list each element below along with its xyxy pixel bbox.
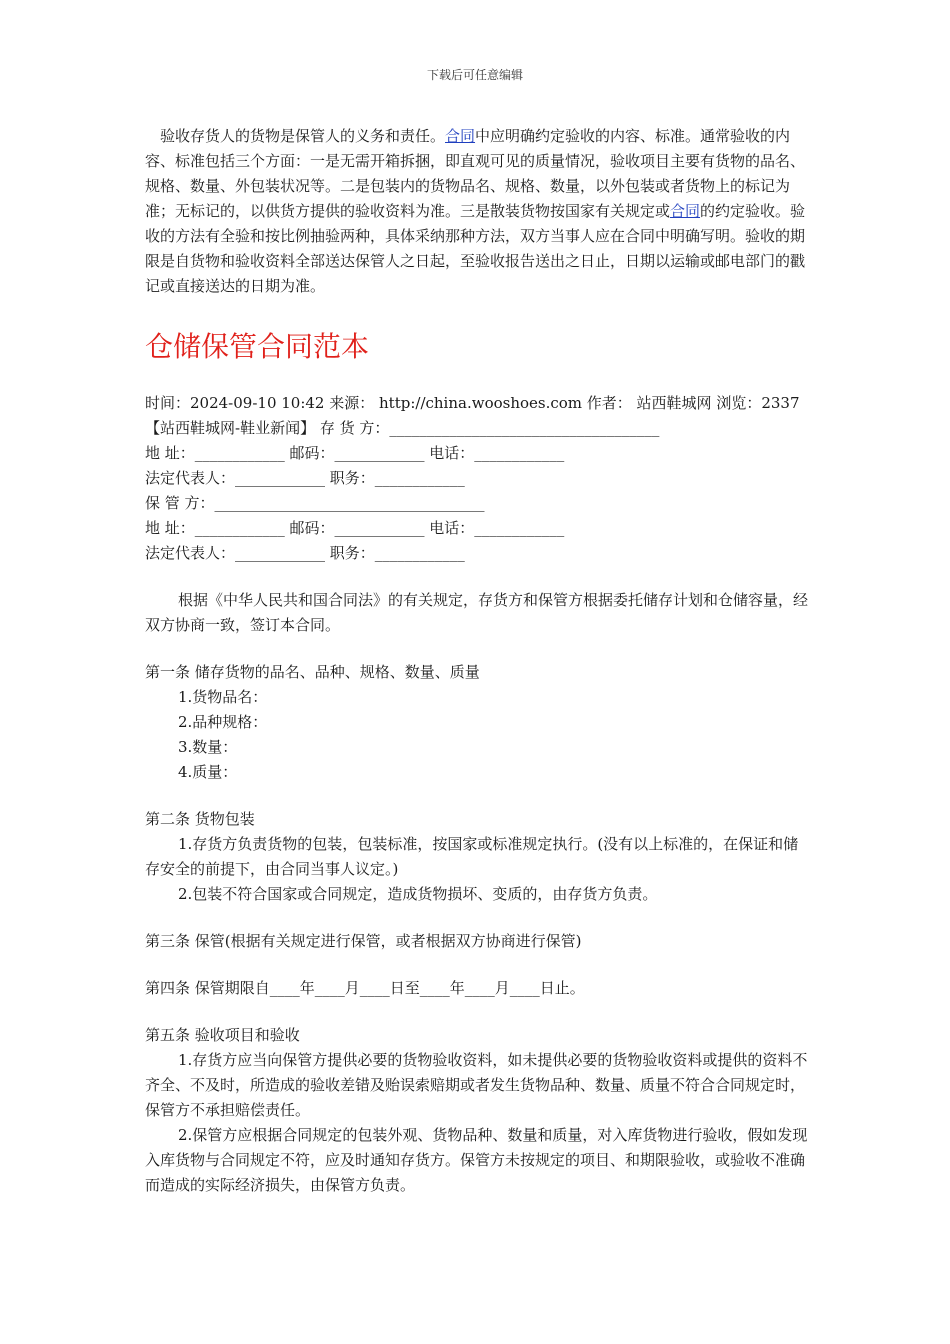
article-3-heading: 第三条 保管(根据有关规定进行保管，或者根据双方协商进行保管) bbox=[145, 932, 582, 950]
article-2-heading: 第二条 货物包装 bbox=[145, 810, 255, 828]
intro-text-1: 验收存货人的货物是保管人的义务和责任。 bbox=[160, 127, 446, 145]
article-1-item: 4.质量： bbox=[178, 763, 238, 781]
article-meta bbox=[145, 391, 810, 566]
depositor-line: 【站西鞋城网-鞋业新闻】 存 货 方：____________________________________ bbox=[145, 419, 660, 437]
article-1-heading: 第一条 储存货物的品名、品种、规格、数量、质量 bbox=[145, 663, 480, 681]
keeper-line: 保 管 方：____________________________________ bbox=[145, 494, 485, 512]
document-body bbox=[145, 124, 810, 1198]
article-4-heading: 第四条 保管期限自____年____月____日至____年____月____日止。 bbox=[145, 979, 585, 997]
article-1-item: 1.货物品名： bbox=[178, 688, 268, 706]
depositor-rep-line: 法定代表人：____________ 职务：____________ bbox=[145, 469, 465, 487]
intro-text-2: 中应明确约定验收的内容、标准。通常验收的内容、标准包括三个方面：一是无需开箱拆捆，即直观可见的质量情况，验收项目主要有货物的品名、规格、数量、外包装状况等。二是包装内的货物品名、规格、数量，以外包装或者货物上的标记为准；无标记的，以供货方提供的验收资料为准。三是散装货物按国家有关规定或 bbox=[145, 127, 806, 220]
contract-link-2[interactable]: 合同 bbox=[670, 202, 701, 220]
article-5-item: 1.存货方应当向保管方提供必要的货物验收资料，如未提供必要的货物验收资料或提供的资料不齐全、不及时，所造成的验收差错及贻误索赔期或者发生货物品种、数量、质量不符合合同规定时，保管方不承担赔偿责任。 bbox=[145, 1051, 808, 1119]
intro-text-3: 的约定验收。验收的方法有全验和按比例抽验两种，具体采纳那种方法，双方当事人应在合同中明确写明。验收的期限是自货物和验收资料全部送达保管人之日起，至验收报告送出之日止，日期以运输或邮电部门的戳记或直接送达的日期为准。 bbox=[145, 202, 806, 295]
article-1-item: 2.品种规格： bbox=[178, 713, 268, 731]
article-1-item: 3.数量： bbox=[178, 738, 238, 756]
meta-line: 时间：2024-09-10 10:42 来源： http://china.wooshoes.com 作者： 站西鞋城网 浏览：2337 bbox=[145, 394, 800, 412]
contract-link-1[interactable]: 合同 bbox=[445, 127, 476, 145]
page-title: 仓储保管合同范本 bbox=[145, 330, 370, 363]
page-header: 下载后可任意编辑 bbox=[426, 68, 523, 82]
article-2-item: 1.存货方负责货物的包装，包装标准，按国家或标准规定执行。(没有以上标准的，在保证和储存安全的前提下，由合同当事人议定。) bbox=[145, 835, 799, 878]
keeper-address-line: 地 址：____________ 邮码：____________ 电话：____________ bbox=[145, 519, 565, 537]
article-5-item: 2.保管方应根据合同规定的包装外观、货物品种、数量和质量，对入库货物进行验收，假如发现入库货物与合同规定不符，应及时通知存货方。保管方未按规定的项目、和期限验收，或验收不准确而造成的实际经济损失，由保管方负责。 bbox=[145, 1126, 808, 1194]
depositor-address-line: 地 址：____________ 邮码：____________ 电话：____________ bbox=[145, 444, 565, 462]
preamble: 根据《中华人民共和国合同法》的有关规定，存货方和保管方根据委托储存计划和仓储容量，经双方协商一致，签订本合同。 bbox=[145, 591, 809, 634]
article-2-item: 2.包装不符合国家或合同规定，造成货物损坏、变质的，由存货方负责。 bbox=[178, 885, 658, 903]
keeper-rep-line: 法定代表人：____________ 职务：____________ bbox=[145, 544, 465, 562]
intro-paragraph bbox=[145, 124, 810, 299]
article-5-heading: 第五条 验收项目和验收 bbox=[145, 1026, 300, 1044]
